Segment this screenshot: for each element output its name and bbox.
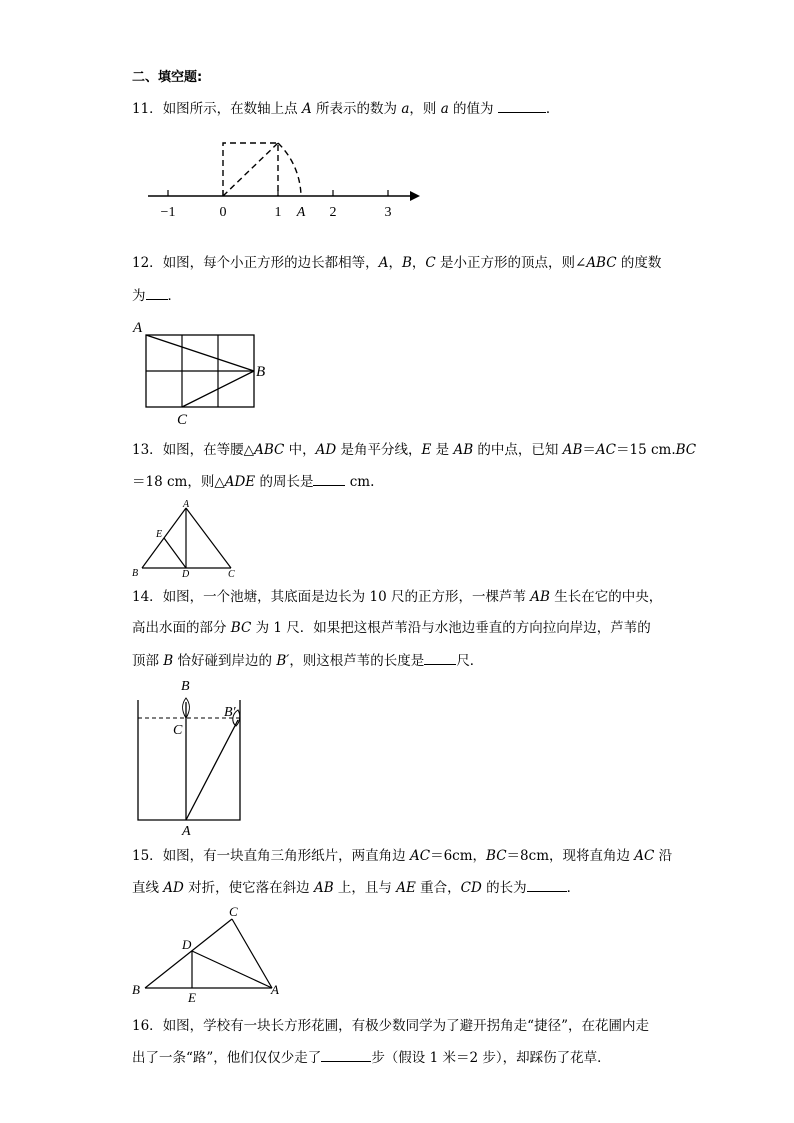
q12-grid-figure [130, 318, 280, 428]
question-14-line-2: 高出水面的部分 BC 为 1 尺．如果把这根芦苇沿与水池边垂直的方向拉向岸边，芦苇的 [132, 620, 651, 636]
math-variable: AB [562, 442, 583, 458]
q13-isosceles-triangle-figure [128, 498, 248, 580]
q13-label-e: E [156, 529, 163, 540]
q13-label-d: D [182, 569, 190, 580]
math-variable: ADE [224, 474, 256, 490]
math-variable: A [378, 255, 389, 271]
q15-label-a: A [271, 982, 279, 997]
q12-label-b: B [256, 364, 266, 380]
q14-pond-figure [128, 674, 254, 840]
q11-number-line-figure [140, 138, 430, 222]
q14-label-a: A [182, 824, 191, 839]
math-variable: a [401, 101, 410, 117]
q13-label-a: A [183, 499, 190, 510]
math-variable: E [421, 442, 432, 458]
math-variable: B [163, 653, 174, 669]
math-variable: AB [530, 589, 550, 605]
question-14-line-1: 14．如图，一个池塘，其底面是边长为 10 尺的正方形，一棵芦苇 AB 生长在它的中央， [132, 589, 663, 605]
q14-label-b: B [181, 679, 190, 694]
q15-label-c: C [229, 904, 238, 919]
q15-label-b: B [132, 982, 140, 997]
q15-segment-da [192, 951, 272, 988]
q12-label-a: A [133, 320, 143, 336]
math-variable: AC [634, 848, 655, 864]
q15-label-e: E [188, 990, 196, 1005]
math-variable: AE [396, 880, 416, 896]
question-number: 15． [132, 848, 163, 864]
q11-tick-label-2: 2 [329, 205, 337, 220]
q11-tick-label-1: 1 [274, 205, 282, 220]
math-variable: AD [163, 880, 184, 896]
answer-blank[interactable] [424, 650, 456, 665]
question-14-line-3: 顶部 B 恰好碰到岸边的 B′，则这根芦苇的长度是 尺． [132, 650, 483, 671]
math-variable: B′ [276, 653, 290, 669]
math-variable: a [440, 101, 449, 117]
q14-label-c: C [173, 723, 183, 738]
math-variable: ABC [586, 255, 617, 271]
answer-blank[interactable] [146, 285, 168, 300]
q13-side-ac [186, 508, 231, 568]
question-16-line-2: 出了一条“路”，他们仅仅少走了 步（假设 1 米＝2 步），却踩伤了花草． [132, 1047, 611, 1068]
question-number: 16． [132, 1018, 163, 1034]
question-12-line-1: 12．如图，每个小正方形的边长都相等，A，B，C 是小正方形的顶点，则∠ABC 的度数 [132, 255, 662, 271]
math-variable: AC [409, 848, 431, 864]
section-heading: 二、填空题: [132, 70, 203, 85]
q11-axis-arrow [410, 191, 420, 201]
math-variable: AB [313, 880, 334, 896]
q15-side-bc [145, 919, 232, 988]
question-16-line-1: 16．如图，学校有一块长方形花圃，有极少数同学为了避开拐角走“捷径”，在花圃内走 [132, 1018, 649, 1034]
q15-side-ca [232, 919, 272, 988]
q11-tick-label-3: 3 [384, 205, 392, 220]
answer-blank[interactable] [527, 877, 567, 892]
q15-label-d: D [182, 937, 192, 952]
question-number: 14． [132, 589, 163, 605]
q13-segment-ed [164, 538, 186, 568]
q11-dashed-arc [278, 143, 301, 196]
q14-reed-ab-prime [186, 720, 238, 820]
question-15-line-2: 直线 AD 对折，使它落在斜边 AB 上，且与 AE 重合，CD 的长为 ． [132, 877, 580, 898]
answer-blank[interactable] [321, 1047, 371, 1062]
question-13-line-1: 13．如图，在等腰△ABC 中，AD 是角平分线，E 是 AB 的中点，已知 AB＝AC＝15 cm.BC [132, 442, 697, 458]
math-variable: CD [460, 880, 482, 896]
math-variable: BC [486, 848, 507, 864]
q12-segment-ab [146, 335, 254, 371]
math-variable: ABC [254, 442, 285, 458]
math-variable: AD [315, 442, 337, 458]
math-variable: BC [230, 620, 252, 636]
question-number: 12． [132, 255, 163, 271]
math-variable: BC [675, 442, 697, 458]
question-15-line-1: 15．如图，有一块直角三角形纸片，两直角边 AC＝6cm，BC＝8cm，现将直角边 AC 沿 [132, 848, 673, 864]
math-variable: AB [453, 442, 474, 458]
q11-dashed-diagonal [223, 143, 278, 196]
question-number: 13． [132, 442, 163, 458]
question-13-line-2: ＝18 cm，则△ADE 的周长是 cm. [132, 471, 374, 492]
q11-point-label-a: A [296, 205, 306, 220]
q13-label-b: B [132, 568, 139, 579]
q11-tick-label-neg1: −1 [160, 205, 176, 220]
q13-label-c: C [228, 569, 235, 580]
math-variable: A [301, 101, 312, 117]
question-number: 11． [132, 101, 163, 117]
q14-label-b-prime: B′ [224, 705, 236, 720]
question-12-line-2: 为 ． [132, 285, 181, 306]
answer-blank[interactable] [313, 471, 345, 486]
answer-blank[interactable] [498, 98, 546, 113]
math-variable: B [401, 255, 412, 271]
math-variable: AC [595, 442, 616, 458]
q11-tick-label-0: 0 [219, 205, 227, 220]
question-11-line-1: 11．如图所示，在数轴上点 A 所表示的数为 a，则 a 的值为 ． [132, 98, 559, 119]
q12-label-c: C [177, 412, 188, 428]
q15-right-triangle-figure [128, 902, 288, 1006]
math-variable: C [425, 255, 436, 271]
